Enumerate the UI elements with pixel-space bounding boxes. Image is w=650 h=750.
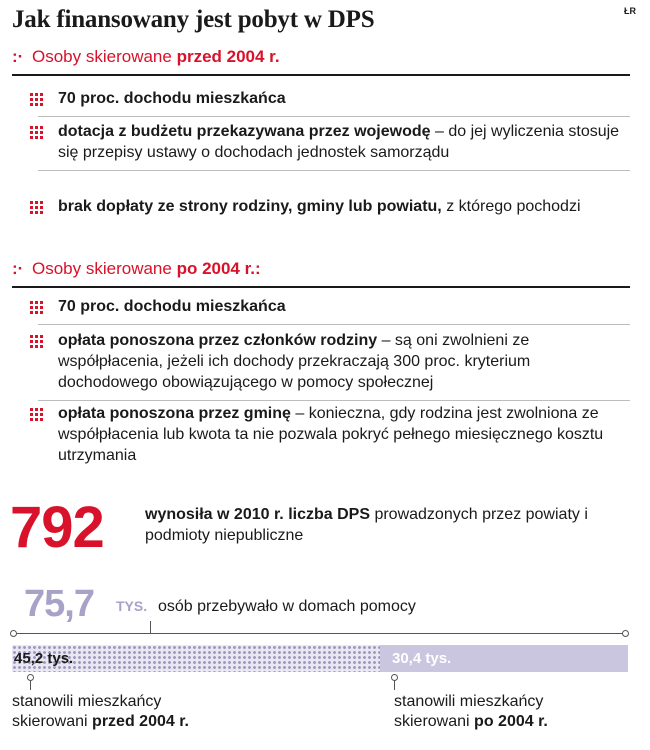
list-item: [38, 196, 630, 217]
item-bold: opłata ponoszona przez gminę: [58, 405, 291, 422]
bracket-stem: [150, 621, 151, 633]
item-text: – do jej wyliczenia stosuje się przepisy ustawy o dochodach jednostek samorządu: [58, 123, 620, 161]
colon-dots-icon: :·: [12, 259, 24, 278]
segment-label: 45,2 tys.: [14, 650, 74, 667]
section-heading-bold: przed 2004 r.: [176, 47, 280, 66]
segment-label: 30,4 tys.: [392, 650, 452, 667]
residents-total-description: osób przebywało w domach pomocy: [158, 598, 416, 615]
caption-bold: po 2004 r.: [474, 713, 548, 730]
page-title: Jak finansowany jest pobyt w DPS: [12, 6, 375, 33]
item-bold: 70 proc. dochodu mieszkańca: [58, 90, 286, 107]
residents-split-bar: [12, 645, 628, 672]
item-bold: opłata ponoszona przez członków rodziny: [58, 332, 378, 349]
list-item: [38, 296, 630, 317]
bracket-end-dot: [622, 630, 629, 637]
dot-grid-icon: [30, 301, 43, 314]
item-bold: dotacja z budżetu przekazywana przez wojewodę: [58, 123, 431, 140]
residents-total-unit: TYS.: [116, 598, 148, 614]
item-text: z którego pochodzi: [441, 198, 581, 215]
caption-leader-dot: [27, 674, 34, 681]
list-item: [38, 403, 630, 466]
bracket-line: [14, 633, 626, 634]
segment-after-2004: [380, 645, 628, 672]
section-heading-bold: po 2004 r.:: [176, 259, 261, 278]
item-text: – są oni zwolnieni ze współpłacenia, jeżeli ich dochody przekraczają 300 proc. kryterium dochodowego obowiązującego w pomocy społecznej: [58, 332, 531, 391]
list-item: [38, 88, 630, 109]
caption-before-2004: [12, 692, 189, 732]
list-item: [38, 330, 630, 393]
dot-grid-icon: [30, 408, 43, 421]
dot-grid-icon: [30, 126, 43, 139]
section-heading-prefix: Osoby skierowane: [32, 259, 172, 278]
caption-prefix: skierowani: [394, 713, 470, 730]
dot-grid-icon: [30, 93, 43, 106]
section-heading-prefix: Osoby skierowane: [32, 47, 172, 66]
caption-bold: przed 2004 r.: [92, 713, 189, 730]
item-bold: brak dopłaty ze strony rodziny, gminy lub powiatu,: [58, 198, 442, 215]
caption-line: stanowili mieszkańcy: [12, 693, 162, 710]
item-text: – konieczna, gdy rodzina jest zwolniona ze współpłacenia lub kwota ta nie pozwala pokryć pełnego miesięcznego kosztu utrzymania: [58, 405, 604, 464]
dps-count-rest: prowadzonych przez powiaty i podmioty niepubliczne: [145, 506, 588, 544]
caption-after-2004: [394, 692, 548, 732]
list-item: [38, 121, 630, 163]
segment-before-2004: [12, 645, 380, 672]
item-bold: 70 proc. dochodu mieszkańca: [58, 298, 286, 315]
bracket-end-dot: [10, 630, 17, 637]
caption-line: stanowili mieszkańcy: [394, 693, 544, 710]
colon-dots-icon: :·: [12, 47, 24, 66]
caption-prefix: skierowani: [12, 713, 88, 730]
dps-count-bold: wynosiła w 2010 r. liczba DPS: [145, 506, 370, 523]
dot-grid-icon: [30, 335, 43, 348]
section-heading-before-2004: [12, 44, 630, 76]
dps-count-description: [145, 504, 625, 546]
caption-leader-dot: [391, 674, 398, 681]
section-heading-after-2004: [12, 256, 630, 288]
dps-count-number: 792: [10, 495, 104, 560]
source-credit: ŁR: [624, 6, 636, 16]
dot-grid-icon: [30, 201, 43, 214]
residents-total-number: 75,7: [24, 583, 94, 625]
